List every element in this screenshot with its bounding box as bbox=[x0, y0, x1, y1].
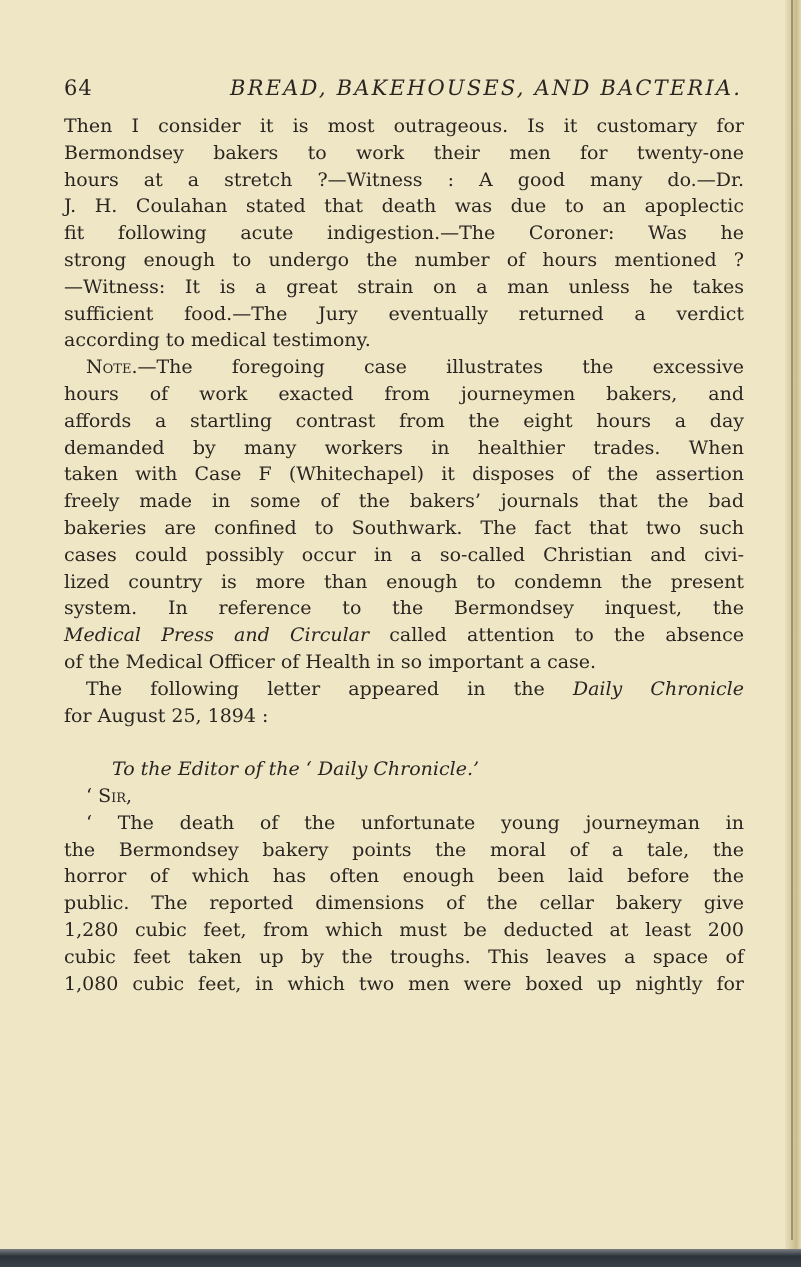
text-line: hours of work exacted from journeymen bakers, and bbox=[64, 382, 744, 405]
letter-intro-line bbox=[64, 676, 744, 703]
text-line: 1,280 cubic feet, from which must be deducted at least 200 bbox=[64, 918, 744, 941]
text-line: hours at a stretch ?—Witness : A good many do.—Dr. bbox=[64, 168, 744, 191]
body-text bbox=[64, 113, 744, 997]
text-line: horror of which has often enough been laid before the bbox=[64, 865, 744, 888]
text-line: cases could possibly occur in a so-called Christian and civi- bbox=[64, 543, 744, 566]
text-line: sufficient food.—The Jury eventually returned a verdict bbox=[64, 302, 744, 325]
letter-intro-text: The following letter appeared in the bbox=[86, 677, 573, 700]
text-line: taken with Case F (Whitechapel) it disposes of the assertion bbox=[64, 463, 744, 486]
journal-reference-line bbox=[64, 622, 744, 649]
text-line: public. The reported dimensions of the cellar bakery give bbox=[64, 892, 744, 915]
text-line: 1,080 cubic feet, in which two men were boxed up nightly for bbox=[64, 972, 744, 995]
text-line: demanded by many workers in healthier trades. When bbox=[64, 436, 744, 459]
text-line: affords a startling contrast from the eight hours a day bbox=[64, 409, 744, 432]
newspaper-title: Daily Chronicle bbox=[572, 677, 744, 700]
letter-heading: To the Editor of the ‘ Daily Chronicle.’ bbox=[112, 758, 480, 781]
text-line: cubic feet taken up by the troughs. This leaves a space of bbox=[64, 945, 744, 968]
text-line: according to medical testimony. bbox=[64, 329, 371, 352]
text-line: —Witness: It is a great strain on a man unless he takes bbox=[64, 275, 744, 298]
text-line: strong enough to undergo the number of hours mentioned ? bbox=[64, 248, 744, 271]
text-line: fit following acute indigestion.—The Coroner: Was he bbox=[64, 222, 744, 245]
spacer bbox=[64, 729, 744, 756]
running-title: BREAD, BAKEHOUSES, AND BACTERIA. bbox=[230, 76, 743, 100]
text-line: ‘ The death of the unfortunate young journeyman in bbox=[86, 811, 744, 834]
note-label: Note bbox=[86, 356, 132, 379]
text-line: for August 25, 1894 : bbox=[64, 704, 269, 727]
salutation bbox=[64, 783, 744, 810]
text-line: system. In reference to the Bermondsey inquest, the bbox=[64, 597, 744, 620]
page-header bbox=[64, 76, 744, 100]
page-number: 64 bbox=[64, 76, 93, 100]
note-first-line bbox=[64, 354, 744, 381]
text-line: the Bermondsey bakery points the moral of a tale, the bbox=[64, 838, 744, 861]
text-line: Then I consider it is most outrageous. Is it customary for bbox=[64, 115, 744, 137]
text-line: of the Medical Officer of Health in so important a case. bbox=[64, 650, 597, 673]
page-edge-line bbox=[791, 0, 793, 1240]
text-line: J. H. Coulahan stated that death was due to an apoplectic bbox=[64, 195, 744, 218]
text-line: Bermondsey bakers to work their men for twenty-one bbox=[64, 141, 744, 164]
salutation-open-quote: ‘ bbox=[86, 784, 99, 807]
text-line: lized country is more than enough to condemn the present bbox=[64, 570, 744, 593]
bottom-scan-edge bbox=[0, 1249, 801, 1267]
journal-title: Medical Press and Circular bbox=[64, 624, 370, 647]
page-edge bbox=[785, 0, 801, 1267]
note-first-line-text: .—The foregoing case illustrates the excessive bbox=[131, 356, 744, 379]
salutation-comma: , bbox=[126, 784, 133, 807]
salutation-word: Sir bbox=[98, 784, 127, 807]
text-line: bakeries are confined to Southwark. The fact that two such bbox=[64, 516, 744, 539]
journal-reference-text: called attention to the absence bbox=[369, 624, 744, 647]
text-line: freely made in some of the bakers’ journals that the bad bbox=[64, 490, 744, 513]
